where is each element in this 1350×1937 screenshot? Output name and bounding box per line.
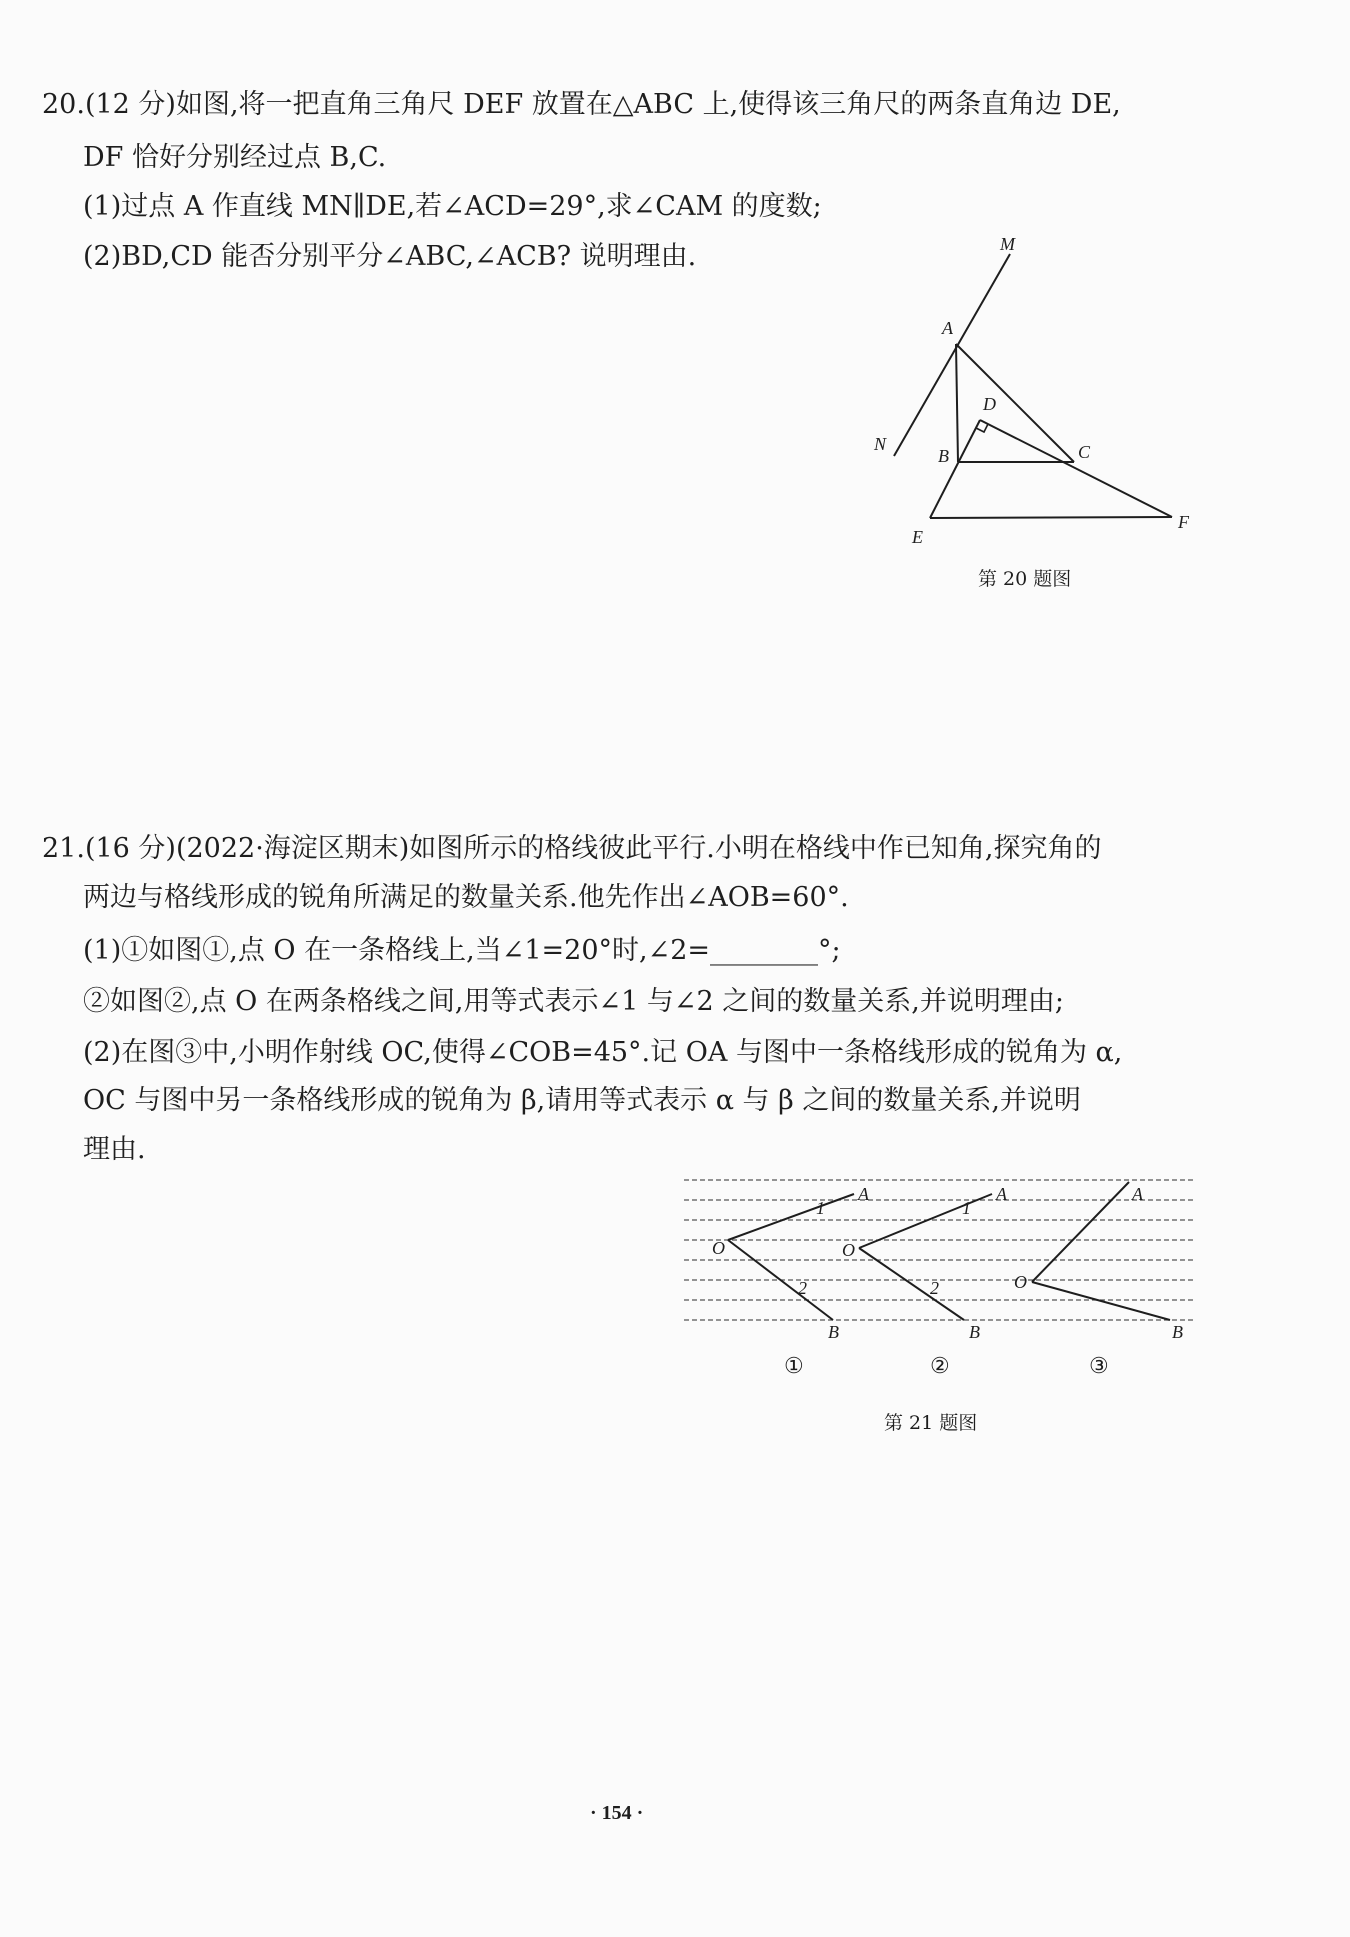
fig1-angle-1: 1	[816, 1198, 825, 1218]
fig1-label-o: O	[712, 1238, 725, 1258]
label-e: E	[912, 527, 923, 547]
segment-ef	[930, 517, 1172, 518]
q20-figure	[850, 230, 1210, 560]
q21-caption: 第 21 题图	[884, 1412, 978, 1434]
fig3-label-b: B	[1172, 1322, 1183, 1342]
segment-ab	[956, 344, 958, 462]
label-d: D	[983, 394, 996, 414]
fig1-angle-2: 2	[798, 1278, 807, 1298]
page-number: · 154 ·	[590, 1802, 644, 1824]
label-c: C	[1078, 442, 1091, 462]
fig2-angle-2: 2	[930, 1278, 939, 1298]
grid-lines	[684, 1180, 1194, 1320]
q20-line-2: DF 恰好分别经过点 B,C.	[83, 142, 387, 173]
fig3-label-o: O	[1014, 1272, 1027, 1292]
q21-figure	[680, 1170, 1200, 1350]
q21-part-1-2: ②如图②,点 O 在两条格线之间,用等式表示∠1 与∠2 之间的数量关系,并说明理由;	[83, 986, 1064, 1017]
fig3-ray-ob	[1032, 1282, 1170, 1320]
fig1-label-a: A	[858, 1184, 869, 1204]
q20-line-1: 20.(12 分)如图,将一把直角三角尺 DEF 放置在△ABC 上,使得该三角尺的两条直角边 DE,	[42, 89, 1121, 120]
fig21-sub-label-3: ③	[1089, 1354, 1109, 1379]
fig1-label-b: B	[828, 1322, 839, 1342]
q20-part-2: (2)BD,CD 能否分别平分∠ABC,∠ACB? 说明理由.	[83, 241, 697, 272]
fig21-sub-label-1: ①	[784, 1354, 804, 1379]
q21-part-1-1: (1)①如图①,点 O 在一条格线上,当∠1=20°时,∠2=________°;	[83, 935, 841, 966]
label-b: B	[938, 446, 949, 466]
segment-de	[930, 420, 980, 518]
q21-line-1: 21.(16 分)(2022·海淀区期末)如图所示的格线彼此平行.小明在格线中作已知角,探究角的	[42, 833, 1102, 864]
fig2-label-o: O	[842, 1240, 855, 1260]
q21-line-2: 两边与格线形成的锐角所满足的数量关系.他先作出∠AOB=60°.	[83, 882, 849, 913]
fig21-sub-label-2: ②	[930, 1354, 950, 1379]
q20-caption: 第 20 题图	[978, 568, 1072, 590]
q21-part-2-1: (2)在图③中,小明作射线 OC,使得∠COB=45°.记 OA 与图中一条格线形成的锐角为 α,	[83, 1037, 1123, 1068]
fig3-label-a: A	[1132, 1184, 1143, 1204]
label-f: F	[1178, 512, 1189, 532]
q20-part-1: (1)过点 A 作直线 MN∥DE,若∠ACD=29°,求∠CAM 的度数;	[83, 191, 822, 222]
segment-df	[980, 420, 1172, 517]
fig2-ray-ob	[859, 1248, 964, 1320]
q21-part-2-3: 理由.	[83, 1134, 146, 1165]
fig2-angle-1: 1	[962, 1198, 971, 1218]
fig3-ray-oa	[1032, 1182, 1129, 1282]
label-a: A	[942, 318, 953, 338]
label-n: N	[874, 434, 887, 454]
label-m: M	[1000, 234, 1015, 254]
q21-part-2-2: OC 与图中另一条格线形成的锐角为 β,请用等式表示 α 与 β 之间的数量关系,并说明	[83, 1085, 1081, 1116]
fig2-label-a: A	[996, 1184, 1007, 1204]
fig2-label-b: B	[969, 1322, 980, 1342]
fig1-ray-oa	[728, 1194, 854, 1240]
segment-ac	[956, 344, 1074, 462]
